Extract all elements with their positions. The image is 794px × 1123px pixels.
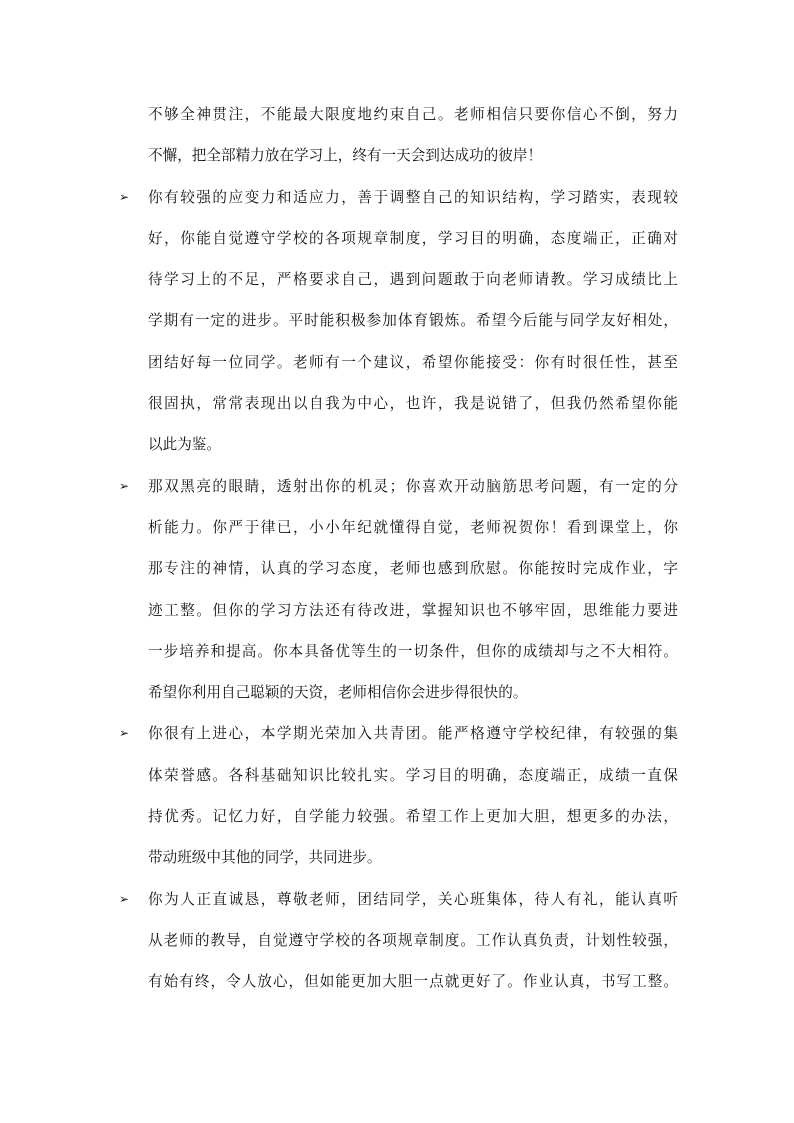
text-line: 你有较强的应变力和适应力，善于调整自己的知识结构，学习踏实，表现较 — [148, 188, 678, 206]
text-line: 体荣誉感。各科基础知识比较扎实。学习目的明确，态度端正，成绩一直保 — [148, 766, 678, 784]
text-line: 好，你能自觉遵守学校的各项规章制度，学习目的明确，态度端正，正确对 — [148, 229, 678, 247]
document-body — [0, 94, 794, 1003]
text-line: 析能力。你严于律已，小小年纪就懂得自觉，老师祝贺你！看到课堂上，你 — [148, 518, 678, 536]
comment-item — [0, 177, 794, 466]
text-line: 不懈，把全部精力放在学习上，终有一天会到达成功的彼岸！ — [148, 147, 543, 165]
text-line: 你很有上进心，本学期光荣加入共青团。能严格遵守学校纪律，有较强的集 — [148, 725, 678, 743]
text-line: 迹工整。但你的学习方法还有待改进，掌握知识也不够牢固，思维能力要进 — [148, 601, 678, 619]
text-line: 一步培养和提高。你本具备优等生的一切条件，但你的成绩却与之不大相符。 — [148, 642, 678, 660]
comment-item — [0, 879, 794, 1003]
text-line: 有始有终，令人放心，但如能更加大胆一点就更好了。作业认真，书写工整。 — [148, 973, 678, 991]
arrow-bullet-icon: ➢ — [119, 478, 130, 493]
comment-item — [0, 713, 794, 878]
text-line: 你为人正直诚恳，尊敬老师，团结同学，关心班集体，待人有礼，能认真听 — [148, 890, 678, 908]
arrow-bullet-icon: ➢ — [119, 726, 130, 741]
text-line: 希望你利用自己聪颖的天资，老师相信你会进步得很快的。 — [148, 684, 528, 702]
text-line: 不够全神贯注，不能最大限度地约束自己。老师相信只要你信心不倒，努力 — [148, 106, 678, 123]
arrow-bullet-icon: ➢ — [119, 189, 130, 204]
text-line: 那专注的神情，认真的学习态度，老师也感到欣慰。你能按时完成作业，字 — [148, 560, 678, 578]
text-line: 那双黑亮的眼睛，透射出你的机灵；你喜欢开动脑筋思考问题，有一定的分 — [148, 477, 678, 495]
arrow-bullet-icon: ➢ — [119, 891, 130, 906]
text-line: 带动班级中其他的同学，共同进步。 — [148, 849, 382, 867]
text-line: 很固执，常常表现出以自我为中心，也许，我是说错了，但我仍然希望你能 — [148, 395, 678, 413]
text-line: 团结好每一位同学。老师有一个建议，希望你能接受：你有时很任性，甚至 — [148, 353, 678, 371]
text-line: 持优秀。记忆力好，自学能力较强。希望工作上更加大胆，想更多的办法， — [148, 808, 678, 826]
continued-paragraph — [0, 94, 794, 177]
comment-item — [0, 466, 794, 714]
text-line: 以此为鉴。 — [148, 436, 221, 454]
text-line: 学期有一定的进步。平时能积极参加体育锻炼。希望今后能与同学友好相处， — [148, 312, 678, 330]
text-line: 待学习上的不足，严格要求自己，遇到问题敢于向老师请教。学习成绩比上 — [148, 271, 678, 289]
text-line: 从老师的教导，自觉遵守学校的各项规章制度。工作认真负责，计划性较强， — [148, 931, 678, 949]
